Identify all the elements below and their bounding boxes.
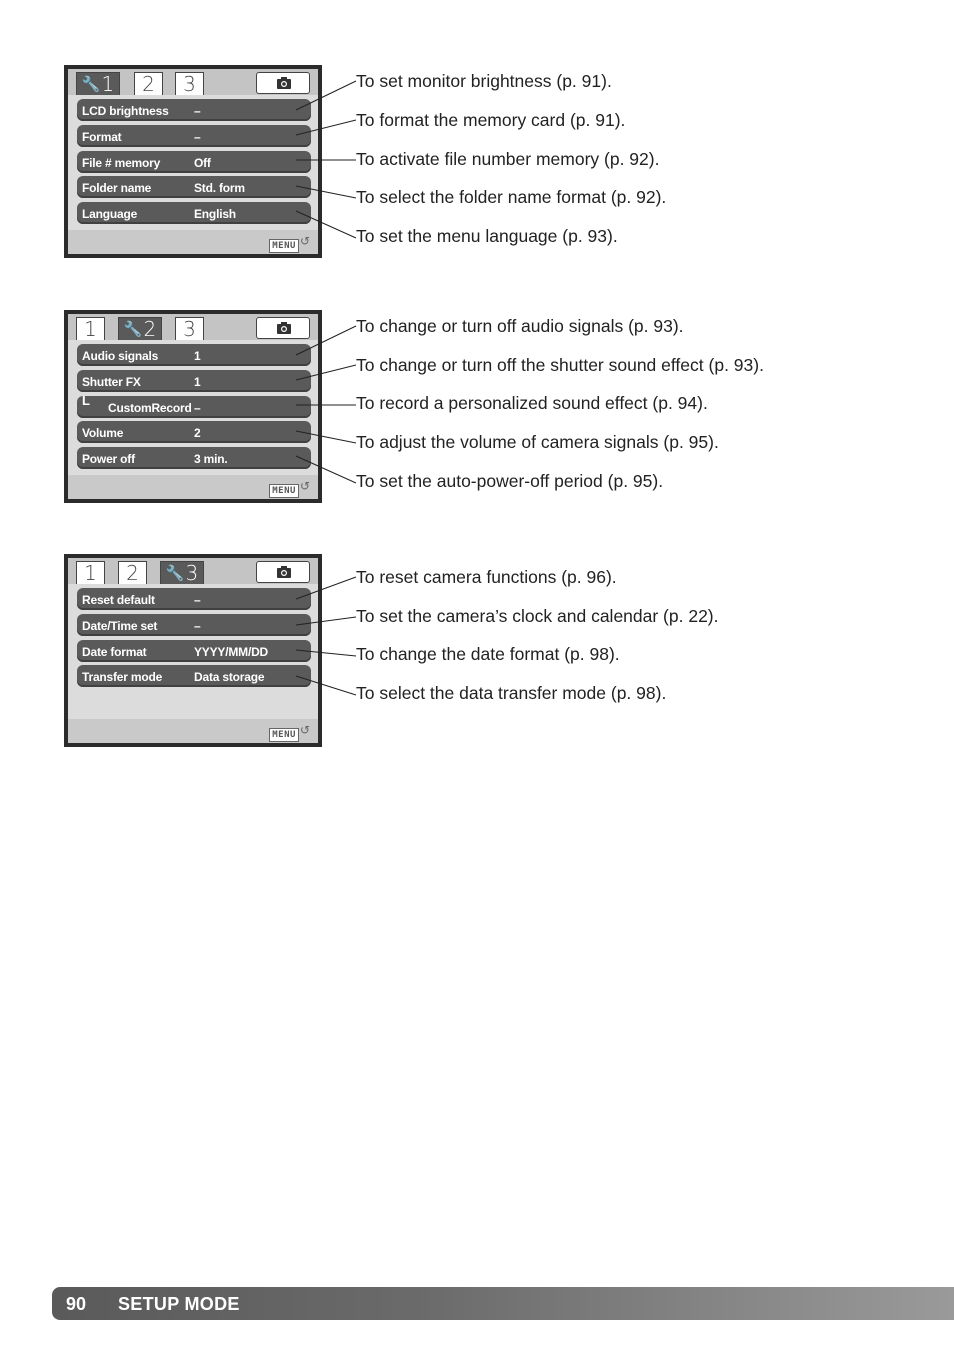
menu-button-label: MENU <box>269 239 299 253</box>
callout-custom-record: To record a personalized sound effect (p. 94). <box>356 393 708 413</box>
row-label: File # memory <box>82 155 161 170</box>
row-label: Transfer mode <box>82 670 163 685</box>
return-icon: ↺ <box>299 723 310 737</box>
callout-reset-default: To reset camera functions (p. 96). <box>356 567 617 587</box>
row-value: YYYY/MM/DD <box>194 644 269 659</box>
tab-setup-1[interactable]: 1 <box>76 561 105 584</box>
row-label: Volume <box>82 426 124 441</box>
row-label: CustomRecord <box>108 400 192 415</box>
row-label: Date format <box>82 644 147 659</box>
row-label: Shutter FX <box>82 374 141 389</box>
row-label: Audio signals <box>82 349 159 363</box>
tab-setup-2[interactable]: 🔧2 <box>118 317 162 340</box>
callout-date-format: To change the date format (p. 98). <box>356 644 620 664</box>
page-footer-bar <box>52 1287 954 1320</box>
row-label: LCD brightness <box>82 104 169 118</box>
row-label: Folder name <box>82 181 152 196</box>
wrench-icon: 🔧 <box>165 564 185 582</box>
callout-date-time-set: To set the camera’s clock and calendar (p. 22). <box>356 606 719 626</box>
row-value: 1 <box>194 349 201 363</box>
tab-setup-3[interactable]: 🔧3 <box>160 561 204 584</box>
wrench-icon: 🔧 <box>81 75 101 93</box>
row-value: – <box>194 104 201 118</box>
callout-power-off: To set the auto-power-off period (p. 95). <box>356 471 664 491</box>
callout-volume: To adjust the volume of camera signals (p. 95). <box>356 432 719 452</box>
menu-button-label: MENU <box>269 728 299 742</box>
row-value: 3 min. <box>194 452 228 467</box>
row-value: – <box>194 618 201 633</box>
callout-shutter-fx: To change or turn off the shutter sound effect (p. 93). <box>356 355 764 375</box>
row-label: Language <box>82 207 138 222</box>
row-label: Power off <box>82 452 135 467</box>
callout-format: To format the memory card (p. 91). <box>356 110 626 130</box>
return-icon: ↺ <box>299 479 310 493</box>
row-value: English <box>194 207 236 222</box>
callout-transfer-mode: To select the data transfer mode (p. 98). <box>356 683 667 703</box>
callout-lcd-brightness: To set monitor brightness (p. 91). <box>356 71 612 91</box>
row-label: Date/Time set <box>82 618 158 633</box>
tab-setup-2[interactable]: 2 <box>134 72 163 95</box>
page-number: 90 <box>66 1294 87 1314</box>
row-value: – <box>194 593 201 607</box>
tab-setup-3[interactable]: 3 <box>175 72 204 95</box>
section-title: SETUP MODE <box>118 1294 240 1314</box>
menu-button-label: MENU <box>269 484 299 498</box>
row-value: Off <box>194 155 211 170</box>
return-icon: ↺ <box>299 234 310 248</box>
callout-folder-name: To select the folder name format (p. 92). <box>356 187 667 207</box>
callout-file-memory: To activate file number memory (p. 92). <box>356 149 660 169</box>
row-value: – <box>194 400 201 415</box>
row-value: 1 <box>194 374 201 389</box>
tab-setup-1[interactable]: 1 <box>76 317 105 340</box>
row-value: 2 <box>194 426 201 441</box>
tab-setup-1[interactable]: 🔧1 <box>76 72 120 95</box>
wrench-icon: 🔧 <box>123 320 143 338</box>
tab-setup-2[interactable]: 2 <box>118 561 147 584</box>
tab-setup-3[interactable]: 3 <box>175 317 204 340</box>
row-value: Data storage <box>194 670 265 685</box>
callout-audio-signals: To change or turn off audio signals (p. 93). <box>356 316 684 336</box>
submenu-marker: L <box>82 392 90 408</box>
row-value: Std. form <box>194 181 245 196</box>
row-label: Reset default <box>82 593 155 607</box>
row-value: – <box>194 129 201 144</box>
callout-language: To set the menu language (p. 93). <box>356 226 618 246</box>
row-label: Format <box>82 129 122 144</box>
